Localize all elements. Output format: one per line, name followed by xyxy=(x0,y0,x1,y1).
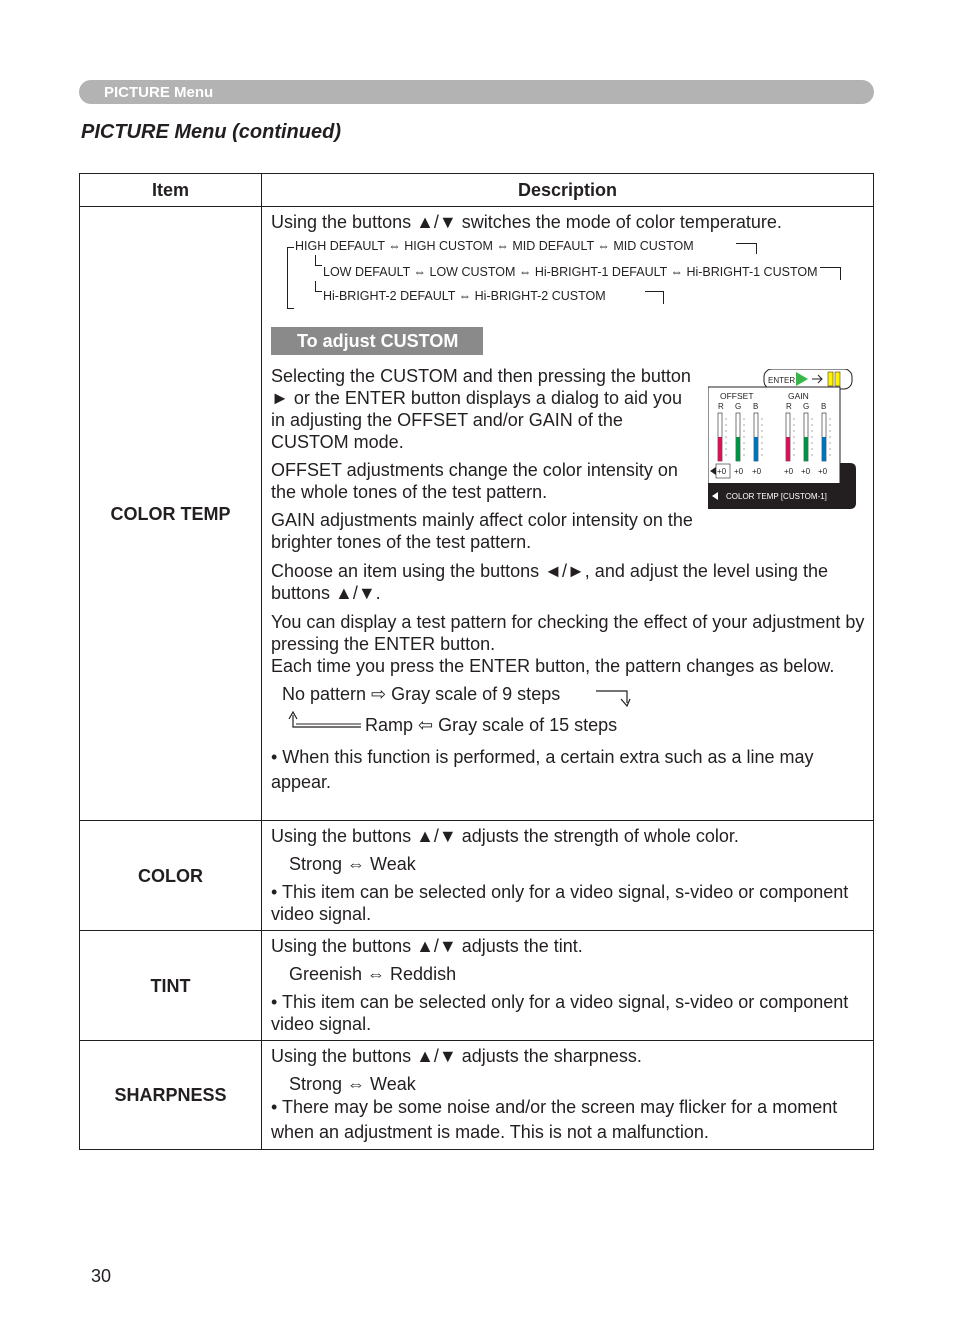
gain-b-label: B xyxy=(821,402,827,411)
row-description-sharpness xyxy=(262,1041,874,1150)
color-temp-custom-dialog xyxy=(708,369,856,515)
pattern-bar-icon xyxy=(835,372,840,386)
gain-r-label: R xyxy=(786,402,792,411)
table-header-row xyxy=(80,174,874,207)
gain-g-value: +0 xyxy=(801,467,811,476)
slider-fill-offset_r xyxy=(718,437,722,461)
to-adjust-custom-heading: To adjust CUSTOM xyxy=(271,327,483,355)
dialog-gain-label: GAIN xyxy=(788,391,809,401)
slider-fill-offset_g xyxy=(736,437,740,461)
sharpness-range: Strong ⇔ Weak xyxy=(289,1074,416,1094)
offset-r-value: +0 xyxy=(717,467,727,476)
slider-fill-gain_g xyxy=(804,437,808,461)
offset-r-label: R xyxy=(718,402,724,411)
custom-paragraph-4: Choose an item using the buttons ◄/►, and adjust the level using the buttons ▲/▼. xyxy=(271,561,828,603)
table-row xyxy=(80,821,874,931)
row-description-color-temp xyxy=(262,207,874,821)
column-header-description: Description xyxy=(262,174,874,207)
custom-section xyxy=(271,365,865,553)
column-header-item: Item xyxy=(80,174,262,207)
offset-g-value: +0 xyxy=(734,467,744,476)
mode-sequence-line-1: HIGH DEFAULT ⇔ HIGH CUSTOM ⇔ MID DEFAULT ⇔ MID CUSTOM xyxy=(295,239,694,253)
mode-loop-bracket xyxy=(736,243,757,254)
custom-paragraph-2: OFFSET adjustments change the color intensity on the whole tones of the test pattern. xyxy=(271,460,678,502)
table-row xyxy=(80,207,874,821)
slider-fill-gain_b xyxy=(822,437,826,461)
table-row xyxy=(80,1041,874,1150)
mode-loop-bracket xyxy=(287,247,294,309)
test-pattern-sequence xyxy=(271,683,865,741)
custom-paragraph-5b: Each time you press the ENTER button, the pattern changes as below. xyxy=(271,656,835,676)
row-description-color xyxy=(262,821,874,931)
color-intro: Using the buttons ▲/▼ adjusts the strength of whole color. xyxy=(271,826,739,846)
color-temp-mode-diagram xyxy=(271,239,865,317)
mode-loop-bracket xyxy=(820,267,841,280)
table-row xyxy=(80,931,874,1041)
page-number: 30 xyxy=(91,1266,112,1286)
picture-menu-table xyxy=(79,173,874,1150)
offset-b-value: +0 xyxy=(752,467,762,476)
mode-loop-bracket xyxy=(315,255,322,266)
gain-b-value: +0 xyxy=(818,467,828,476)
color-note: • This item can be selected only for a video signal, s-video or component video signal. xyxy=(271,882,849,924)
row-item-color-temp: COLOR TEMP xyxy=(80,207,262,821)
pattern-return-arrow-icon xyxy=(287,711,363,731)
section-header-label: PICTURE Menu xyxy=(104,84,214,101)
custom-paragraph-1: Selecting the CUSTOM and then pressing the button ► or the ENTER button displays a dialog to aid you in adjusting the OFFSET and/or GAIN of the CUSTOM mode. xyxy=(271,366,691,452)
dialog-offset-label: OFFSET xyxy=(720,391,754,401)
pattern-turn-arrow-icon xyxy=(595,689,631,709)
pattern-line-2: Ramp ⇦ Gray scale of 15 steps xyxy=(365,715,618,735)
tint-range: Greenish ⇔ Reddish xyxy=(289,964,457,984)
offset-g-label: G xyxy=(735,402,742,411)
row-item-color: COLOR xyxy=(80,821,262,931)
color-temp-note: • When this function is performed, a certain extra such as a line may appear. xyxy=(271,747,814,792)
row-description-tint xyxy=(262,931,874,1041)
page-title: PICTURE Menu (continued) xyxy=(81,121,341,143)
mode-loop-bracket xyxy=(315,281,322,292)
color-temp-intro: Using the buttons ▲/▼ switches the mode of color temperature. xyxy=(271,212,782,232)
mode-sequence-line-3: Hi-BRIGHT-2 DEFAULT ⇔ Hi-BRIGHT-2 CUSTOM xyxy=(323,289,606,303)
pattern-line-1: No pattern ⇨ Gray scale of 9 steps xyxy=(282,684,561,704)
pattern-bar-icon xyxy=(828,372,833,386)
dialog-enter-label: ENTER xyxy=(768,376,796,385)
row-item-tint: TINT xyxy=(80,931,262,1041)
slider-fill-gain_r xyxy=(786,437,790,461)
gain-r-value: +0 xyxy=(784,467,794,476)
custom-text-block xyxy=(271,365,696,553)
tint-intro: Using the buttons ▲/▼ adjusts the tint. xyxy=(271,936,583,956)
offset-b-label: B xyxy=(753,402,759,411)
section-header-bar xyxy=(79,80,874,104)
slider-fill-offset_b xyxy=(754,437,758,461)
sharpness-note: • There may be some noise and/or the screen may flicker for a moment when an adjustment is made. This is not a malfunction. xyxy=(271,1097,838,1142)
dialog-illustration xyxy=(708,369,856,515)
gain-g-label: G xyxy=(803,402,810,411)
color-range: Strong ⇔ Weak xyxy=(289,854,416,874)
sharpness-intro: Using the buttons ▲/▼ adjusts the sharpness. xyxy=(271,1046,642,1066)
mode-loop-bracket xyxy=(645,291,664,304)
tint-note: • This item can be selected only for a video signal, s-video or component video signal. xyxy=(271,992,849,1034)
mode-sequence-line-2: LOW DEFAULT ⇔ LOW CUSTOM ⇔ Hi-BRIGHT-1 DEFAULT ⇔ Hi-BRIGHT-1 CUSTOM xyxy=(323,265,818,279)
custom-paragraph-5a: You can display a test pattern for checking the effect of your adjustment by pressing the ENTER button. xyxy=(271,612,865,654)
dialog-caption: COLOR TEMP [CUSTOM-1] xyxy=(726,492,827,501)
row-item-sharpness: SHARPNESS xyxy=(80,1041,262,1150)
custom-paragraph-3: GAIN adjustments mainly affect color intensity on the brighter tones of the test pattern. xyxy=(271,510,693,552)
